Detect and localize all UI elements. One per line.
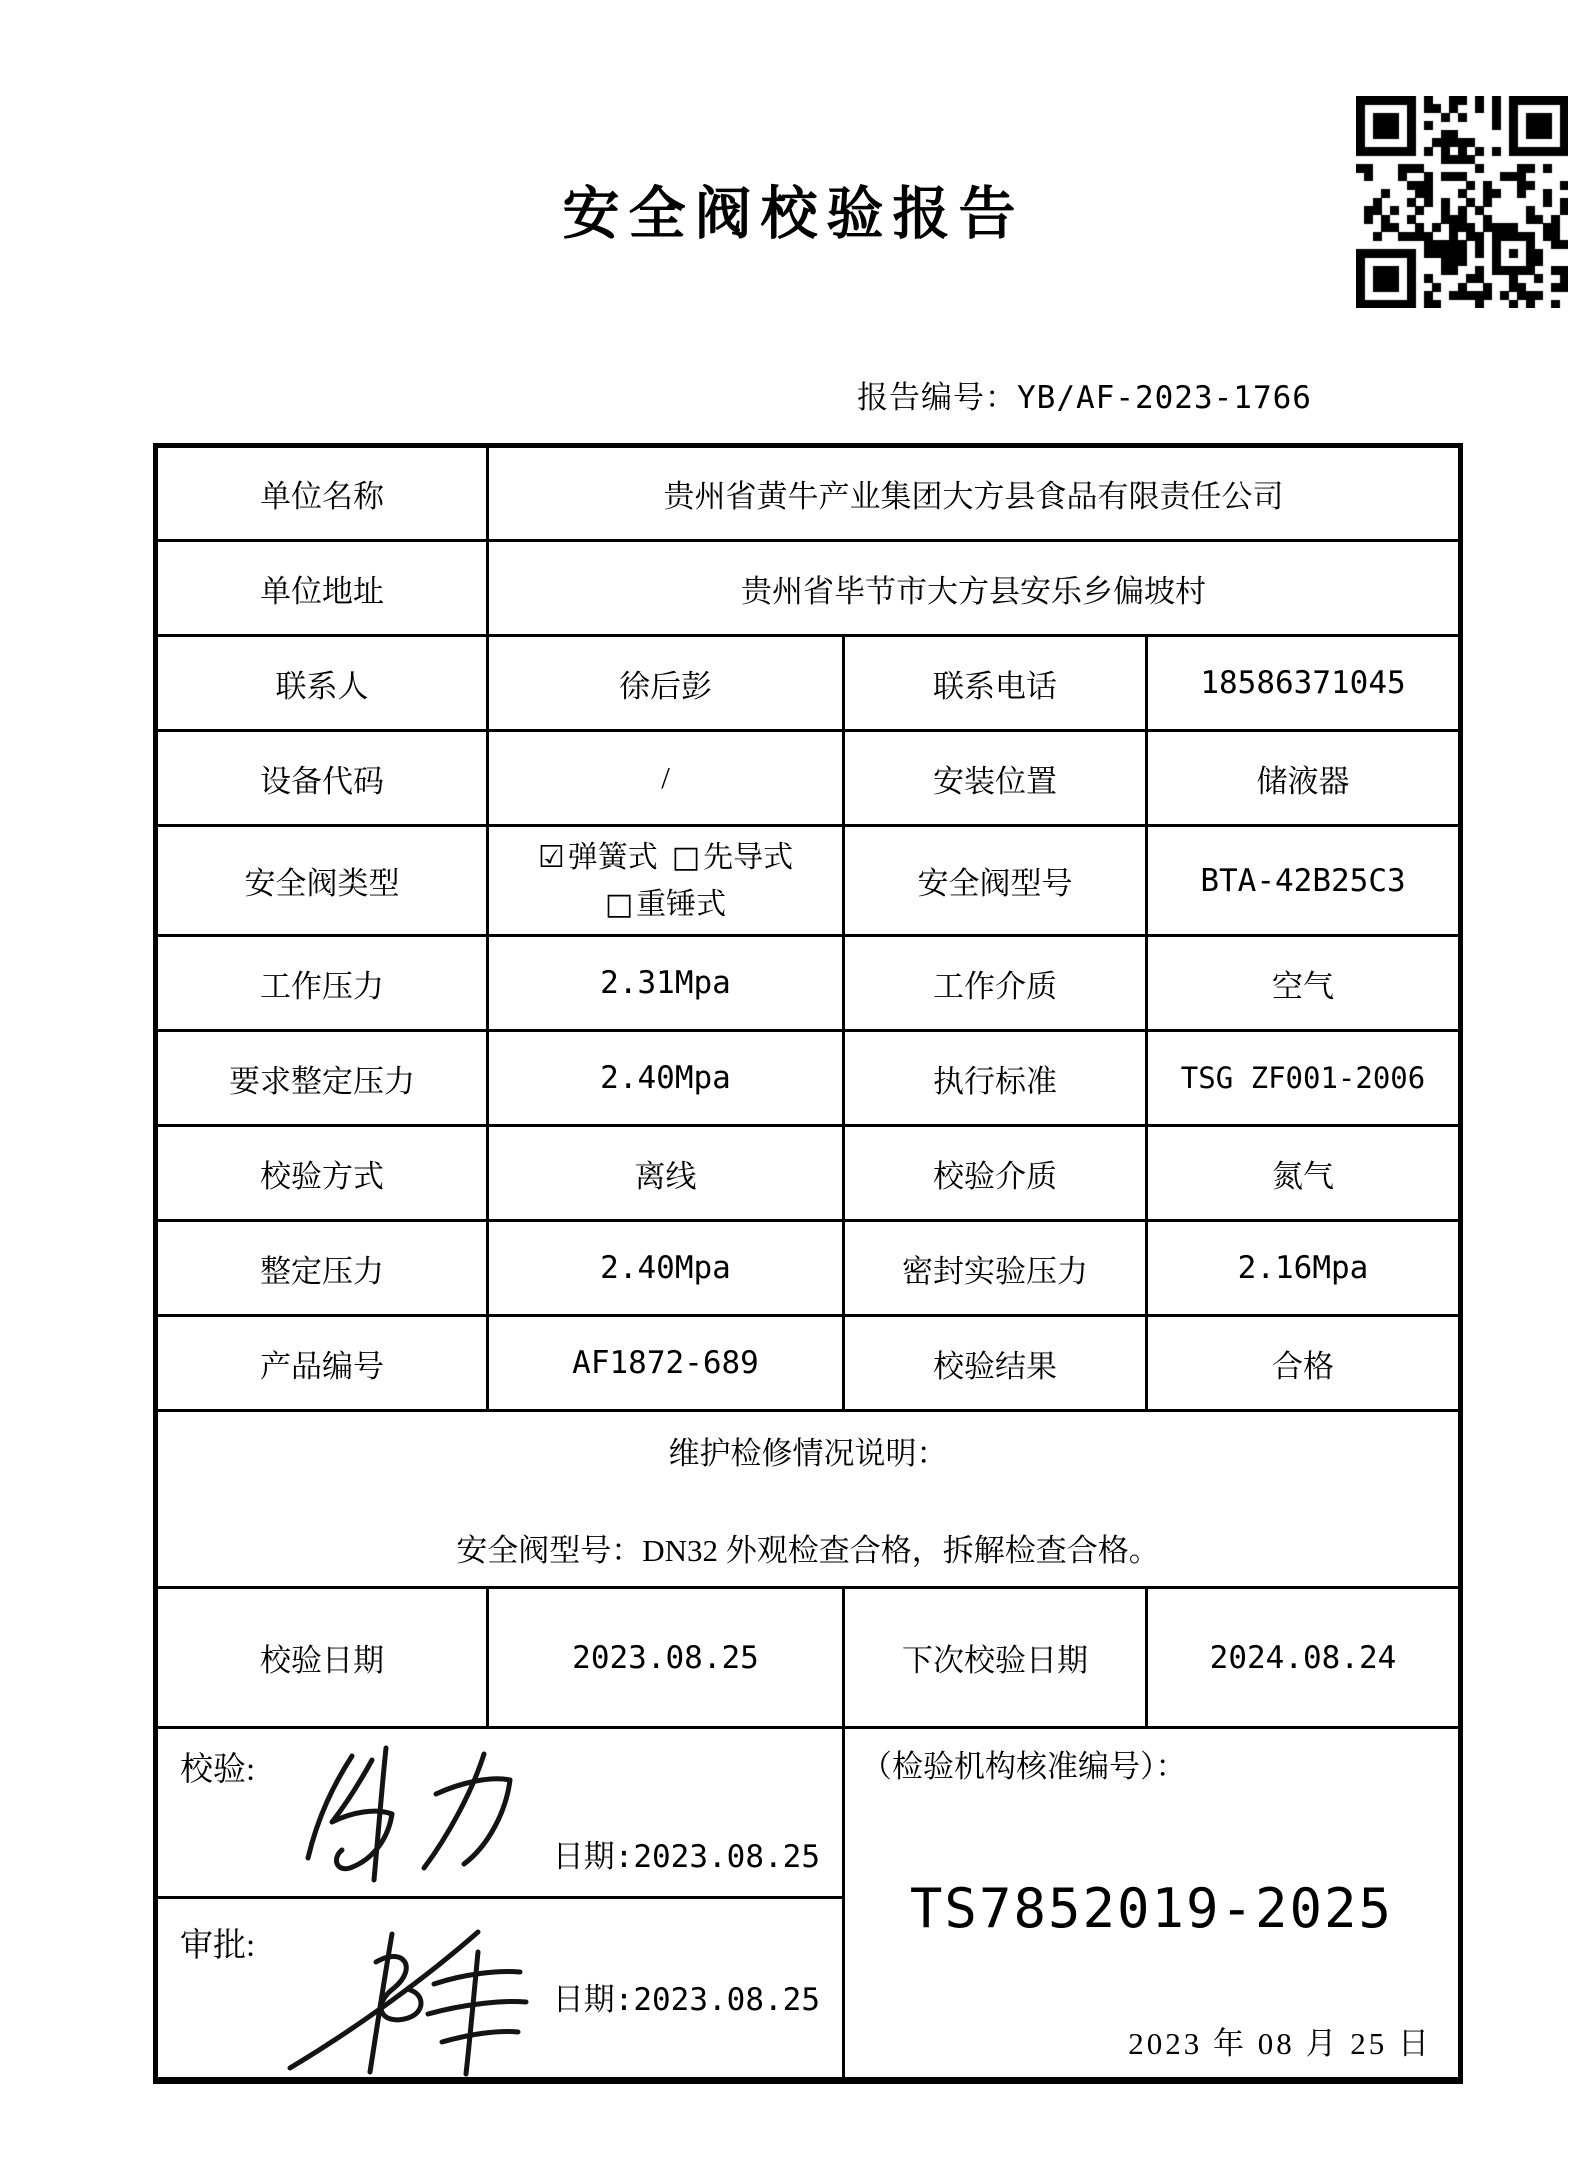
work-pressure-label: 工作压力: [156, 936, 488, 1031]
standard-value: TSG ZF001-2006: [1147, 1031, 1461, 1126]
seal-test-pressure-value: 2.16Mpa: [1147, 1221, 1461, 1316]
calib-method-label: 校验方式: [156, 1126, 488, 1221]
valve-type-label: 安全阀类型: [156, 826, 488, 936]
work-medium-value: 空气: [1147, 936, 1461, 1031]
calib-medium-label: 校验介质: [844, 1126, 1147, 1221]
approver-signature: [266, 1922, 556, 2078]
maintenance-remarks: [156, 1411, 1461, 1588]
calibrator-date: 日期:2023.08.25: [552, 1839, 820, 1875]
table-row: [156, 1031, 1461, 1126]
calib-medium-value: 氮气: [1147, 1126, 1461, 1221]
checkbox-unchecked-icon: □: [604, 886, 634, 922]
report-number-value: YB/AF-2023-1766: [1017, 380, 1312, 416]
device-code-value: /: [488, 731, 844, 826]
calib-method-value: 离线: [488, 1126, 844, 1221]
valve-type-option: [672, 841, 793, 874]
table-row: [156, 446, 1461, 541]
calib-result-label: 校验结果: [844, 1316, 1147, 1411]
work-medium-label: 工作介质: [844, 936, 1147, 1031]
standard-label: 执行标准: [844, 1031, 1147, 1126]
valve-type-option: [538, 841, 658, 874]
product-no-label: 产品编号: [156, 1316, 488, 1411]
maintenance-remarks-title: 维护检修情况说明：: [668, 1436, 948, 1471]
next-calib-date-value: 2024.08.24: [1147, 1588, 1461, 1728]
table-row: [156, 1411, 1461, 1588]
calibrator-signature: [288, 1732, 528, 1890]
valve-type-option-label: 重锤式: [636, 887, 727, 921]
valve-type-option: [605, 888, 726, 921]
valve-type-options: [488, 826, 844, 936]
valve-model-label: 安全阀型号: [844, 826, 1147, 936]
qr-code: [1356, 96, 1568, 308]
calib-result-value: 合格: [1147, 1316, 1461, 1411]
calibrator-label: 校验:: [180, 1752, 256, 1788]
org-approval-cell: [844, 1728, 1461, 2081]
install-pos-label: 安装位置: [844, 731, 1147, 826]
table-row: [156, 636, 1461, 731]
device-code-label: 设备代码: [156, 731, 488, 826]
table-row: [156, 731, 1461, 826]
valve-type-line2: [495, 881, 836, 928]
table-row: [156, 1316, 1461, 1411]
issue-date: 2023 年 08 月 25 日: [1128, 2026, 1432, 2061]
set-pressure-label: 整定压力: [156, 1221, 488, 1316]
unit-addr-label: 单位地址: [156, 541, 488, 636]
req-set-pressure-value: 2.40Mpa: [488, 1031, 844, 1126]
unit-name-label: 单位名称: [156, 446, 488, 541]
contact-value: 徐后彭: [488, 636, 844, 731]
checkbox-unchecked-icon: □: [671, 839, 701, 875]
approver-date: 日期:2023.08.25: [552, 1982, 820, 2018]
calib-date-label: 校验日期: [156, 1588, 488, 1728]
table-row: [156, 1221, 1461, 1316]
contact-label: 联系人: [156, 636, 488, 731]
set-pressure-value: 2.40Mpa: [488, 1221, 844, 1316]
approver-label: 审批:: [180, 1928, 256, 1964]
maintenance-remarks-content: 安全阀型号：DN32 外观检查合格，拆解检查合格。: [456, 1533, 1160, 1568]
product-no-value: AF1872-689: [488, 1316, 844, 1411]
unit-name-value: 贵州省黄牛产业集团大方县食品有限责任公司: [488, 446, 1461, 541]
valve-model-value: BTA-42B25C3: [1147, 826, 1461, 936]
table-row: [156, 936, 1461, 1031]
phone-label: 联系电话: [844, 636, 1147, 731]
table-row: [156, 826, 1461, 936]
checkbox-checked-icon: ☑: [537, 839, 565, 875]
valve-type-option-label: 弹簧式: [567, 840, 658, 874]
next-calib-date-label: 下次校验日期: [844, 1588, 1147, 1728]
work-pressure-value: 2.31Mpa: [488, 936, 844, 1031]
page-title: 安全阀校验报告: [562, 183, 1025, 246]
org-code-value: TS7852019-2025: [909, 1877, 1394, 1940]
table-row: [156, 541, 1461, 636]
report-number: [857, 372, 1312, 417]
org-code-label: （检验机构核准编号）：: [861, 1749, 1187, 1784]
phone-value: 18586371045: [1147, 636, 1461, 731]
req-set-pressure-label: 要求整定压力: [156, 1031, 488, 1126]
valve-type-line1: [495, 834, 836, 881]
install-pos-value: 储液器: [1147, 731, 1461, 826]
table-row: [156, 1126, 1461, 1221]
unit-addr-value: 贵州省毕节市大方县安乐乡偏坡村: [488, 541, 1461, 636]
valve-type-option-label: 先导式: [703, 840, 794, 874]
seal-test-pressure-label: 密封实验压力: [844, 1221, 1147, 1316]
calib-date-value: 2023.08.25: [488, 1588, 844, 1728]
report-number-label: 报告编号：: [857, 380, 1017, 415]
table-row: [156, 1588, 1461, 1728]
